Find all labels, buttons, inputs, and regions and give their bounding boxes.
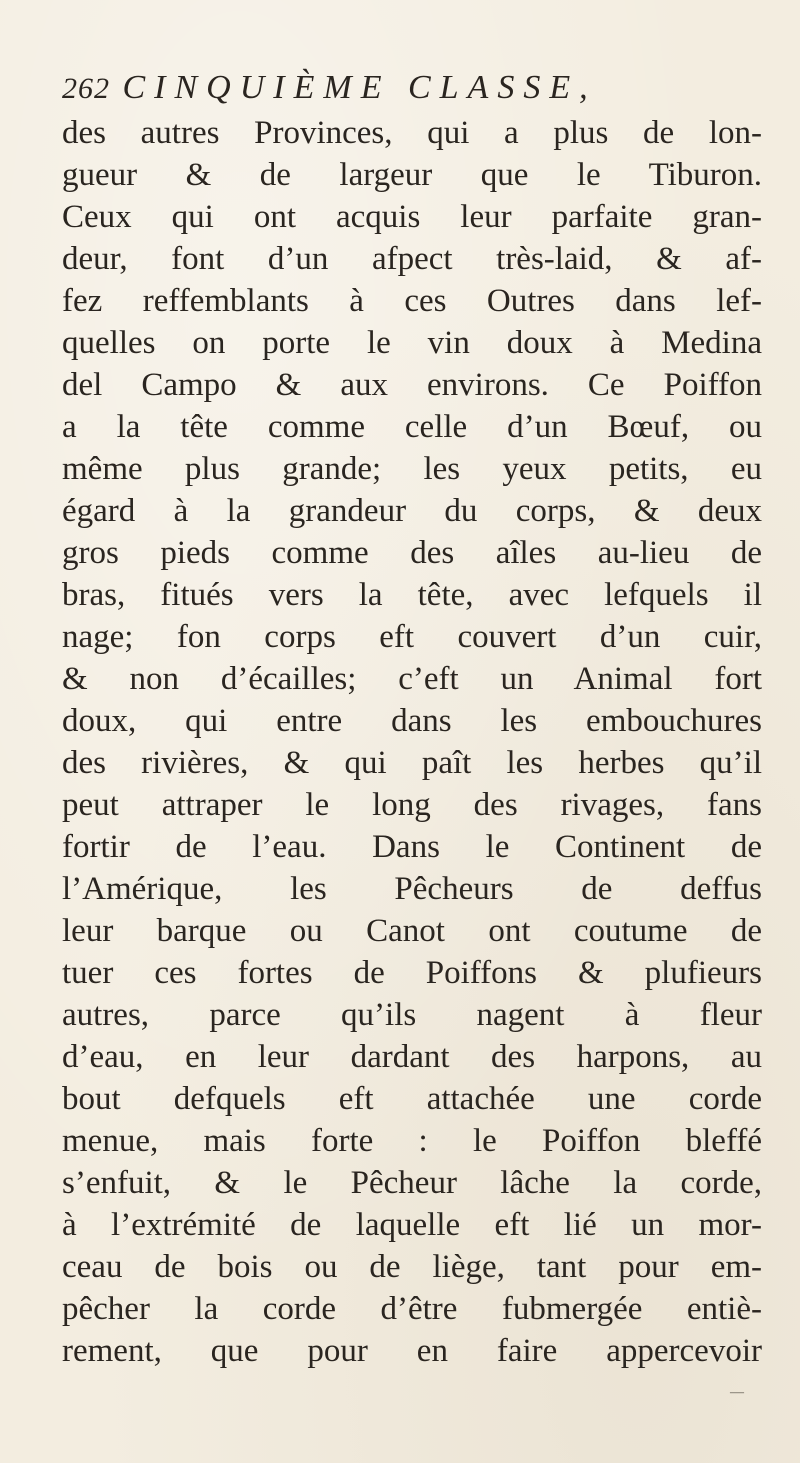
text-line: pêcher la corde d’être fubmergée entiè-: [62, 1291, 762, 1327]
text-line: nage; fon corps eft couvert d’un cuir,: [62, 619, 762, 655]
text-line: tuer ces fortes de Poiffons & plufieurs: [62, 955, 762, 991]
text-line: bras, fitués vers la tête, avec lefquels il: [62, 577, 762, 613]
page-header: [62, 68, 762, 108]
text-line: peut attraper le long des rivages, fans: [62, 787, 762, 823]
text-line: doux, qui entre dans les embouchures: [62, 703, 762, 739]
text-line: s’enfuit, & le Pêcheur lâche la corde,: [62, 1165, 762, 1201]
page-number: 262: [62, 72, 110, 105]
text-line: & non d’écailles; c’eft un Animal fort: [62, 661, 762, 697]
text-line: a la tête comme celle d’un Bœuf, ou: [62, 409, 762, 445]
text-line: Ceux qui ont acquis leur parfaite gran-: [62, 199, 762, 235]
text-line: deur, font d’un afpect très-laid, & af-: [62, 241, 762, 277]
text-line: l’Amérique, les Pêcheurs de deffus: [62, 871, 762, 907]
text-line: gueur & de largeur que le Tiburon.: [62, 157, 762, 193]
body-text: [62, 112, 762, 1372]
text-line: gros pieds comme des aîles au-lieu de: [62, 535, 762, 571]
text-line: menue, mais forte : le Poiffon bleffé: [62, 1123, 762, 1159]
text-line: à l’extrémité de laquelle eft lié un mor-: [62, 1207, 762, 1243]
text-line: des rivières, & qui paît les herbes qu’il: [62, 745, 762, 781]
running-head: CINQUIÈME CLASSE,: [122, 69, 597, 106]
text-line: bout defquels eft attachée une corde: [62, 1081, 762, 1117]
text-line: fortir de l’eau. Dans le Continent de: [62, 829, 762, 865]
text-line: del Campo & aux environs. Ce Poiffon: [62, 367, 762, 403]
text-line: même plus grande; les yeux petits, eu: [62, 451, 762, 487]
text-line: des autres Provinces, qui a plus de lon-: [62, 115, 762, 151]
catchword-mark: —: [730, 1385, 744, 1400]
text-line: ceau de bois ou de liège, tant pour em-: [62, 1249, 762, 1285]
text-line: leur barque ou Canot ont coutume de: [62, 913, 762, 949]
text-line: rement, que pour en faire appercevoir: [62, 1333, 762, 1369]
text-line: quelles on porte le vin doux à Medina: [62, 325, 762, 361]
text-line: d’eau, en leur dardant des harpons, au: [62, 1039, 762, 1075]
text-line: autres, parce qu’ils nagent à fleur: [62, 997, 762, 1033]
text-line: fez reffemblants à ces Outres dans lef-: [62, 283, 762, 319]
text-line: égard à la grandeur du corps, & deux: [62, 493, 762, 529]
